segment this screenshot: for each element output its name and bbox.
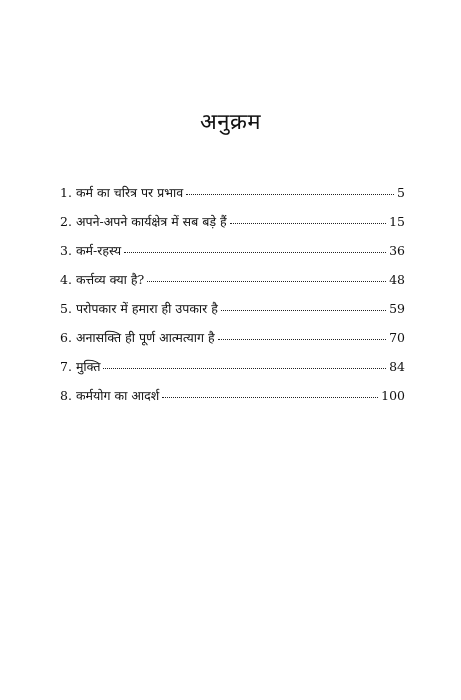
toc-entry-number: 3. xyxy=(60,243,72,258)
toc-entry-2 xyxy=(60,207,405,236)
toc-entry-page: 15 xyxy=(389,214,405,229)
toc-entry-number: 5. xyxy=(60,301,72,316)
toc-entry-title: अपने-अपने कार्यक्षेत्र में सब बड़े हैं xyxy=(75,214,227,229)
page-title: अनुक्रम xyxy=(199,110,262,135)
toc-entry-page: 5 xyxy=(397,185,405,200)
dot-leader xyxy=(147,269,386,282)
toc-entry-number: 8. xyxy=(60,388,72,403)
toc-entry-title: कर्म का चरित्र पर प्रभाव xyxy=(75,185,184,200)
toc-entry-page: 48 xyxy=(389,272,405,287)
dot-leader xyxy=(162,385,378,398)
toc-entry-number: 6. xyxy=(60,330,72,345)
dot-leader xyxy=(124,240,386,253)
toc-entry-number: 7. xyxy=(60,359,72,374)
toc-entry-number: 1. xyxy=(60,185,72,200)
toc-entry-page: 84 xyxy=(389,359,405,374)
toc-entry-title: कर्त्तव्य क्या है? xyxy=(75,272,145,287)
toc-entry-title: कर्मयोग का आदर्श xyxy=(75,388,160,403)
toc-entry-6 xyxy=(60,323,405,352)
dot-leader xyxy=(230,211,386,224)
toc-entry-1 xyxy=(60,178,405,207)
dot-leader xyxy=(221,298,386,311)
toc-entry-7 xyxy=(60,352,405,381)
toc-entry-page: 36 xyxy=(389,243,405,258)
toc-entry-number: 2. xyxy=(60,214,72,229)
table-of-contents xyxy=(60,178,405,410)
dot-leader xyxy=(218,327,386,340)
toc-entry-page: 59 xyxy=(389,301,405,316)
toc-entry-page: 70 xyxy=(389,330,405,345)
toc-entry-number: 4. xyxy=(60,272,72,287)
toc-entry-title: कर्म-रहस्य xyxy=(75,243,122,258)
toc-entry-title: मुक्ति xyxy=(75,359,101,374)
toc-entry-title: अनासक्ति ही पूर्ण आत्मत्याग है xyxy=(75,330,215,345)
toc-entry-4 xyxy=(60,265,405,294)
dot-leader xyxy=(103,356,386,369)
toc-entry-8 xyxy=(60,381,405,410)
toc-entry-3 xyxy=(60,236,405,265)
toc-entry-title: परोपकार में हमारा ही उपकार है xyxy=(75,301,218,316)
toc-entry-page: 100 xyxy=(381,388,405,403)
dot-leader xyxy=(186,182,394,195)
toc-entry-5 xyxy=(60,294,405,323)
